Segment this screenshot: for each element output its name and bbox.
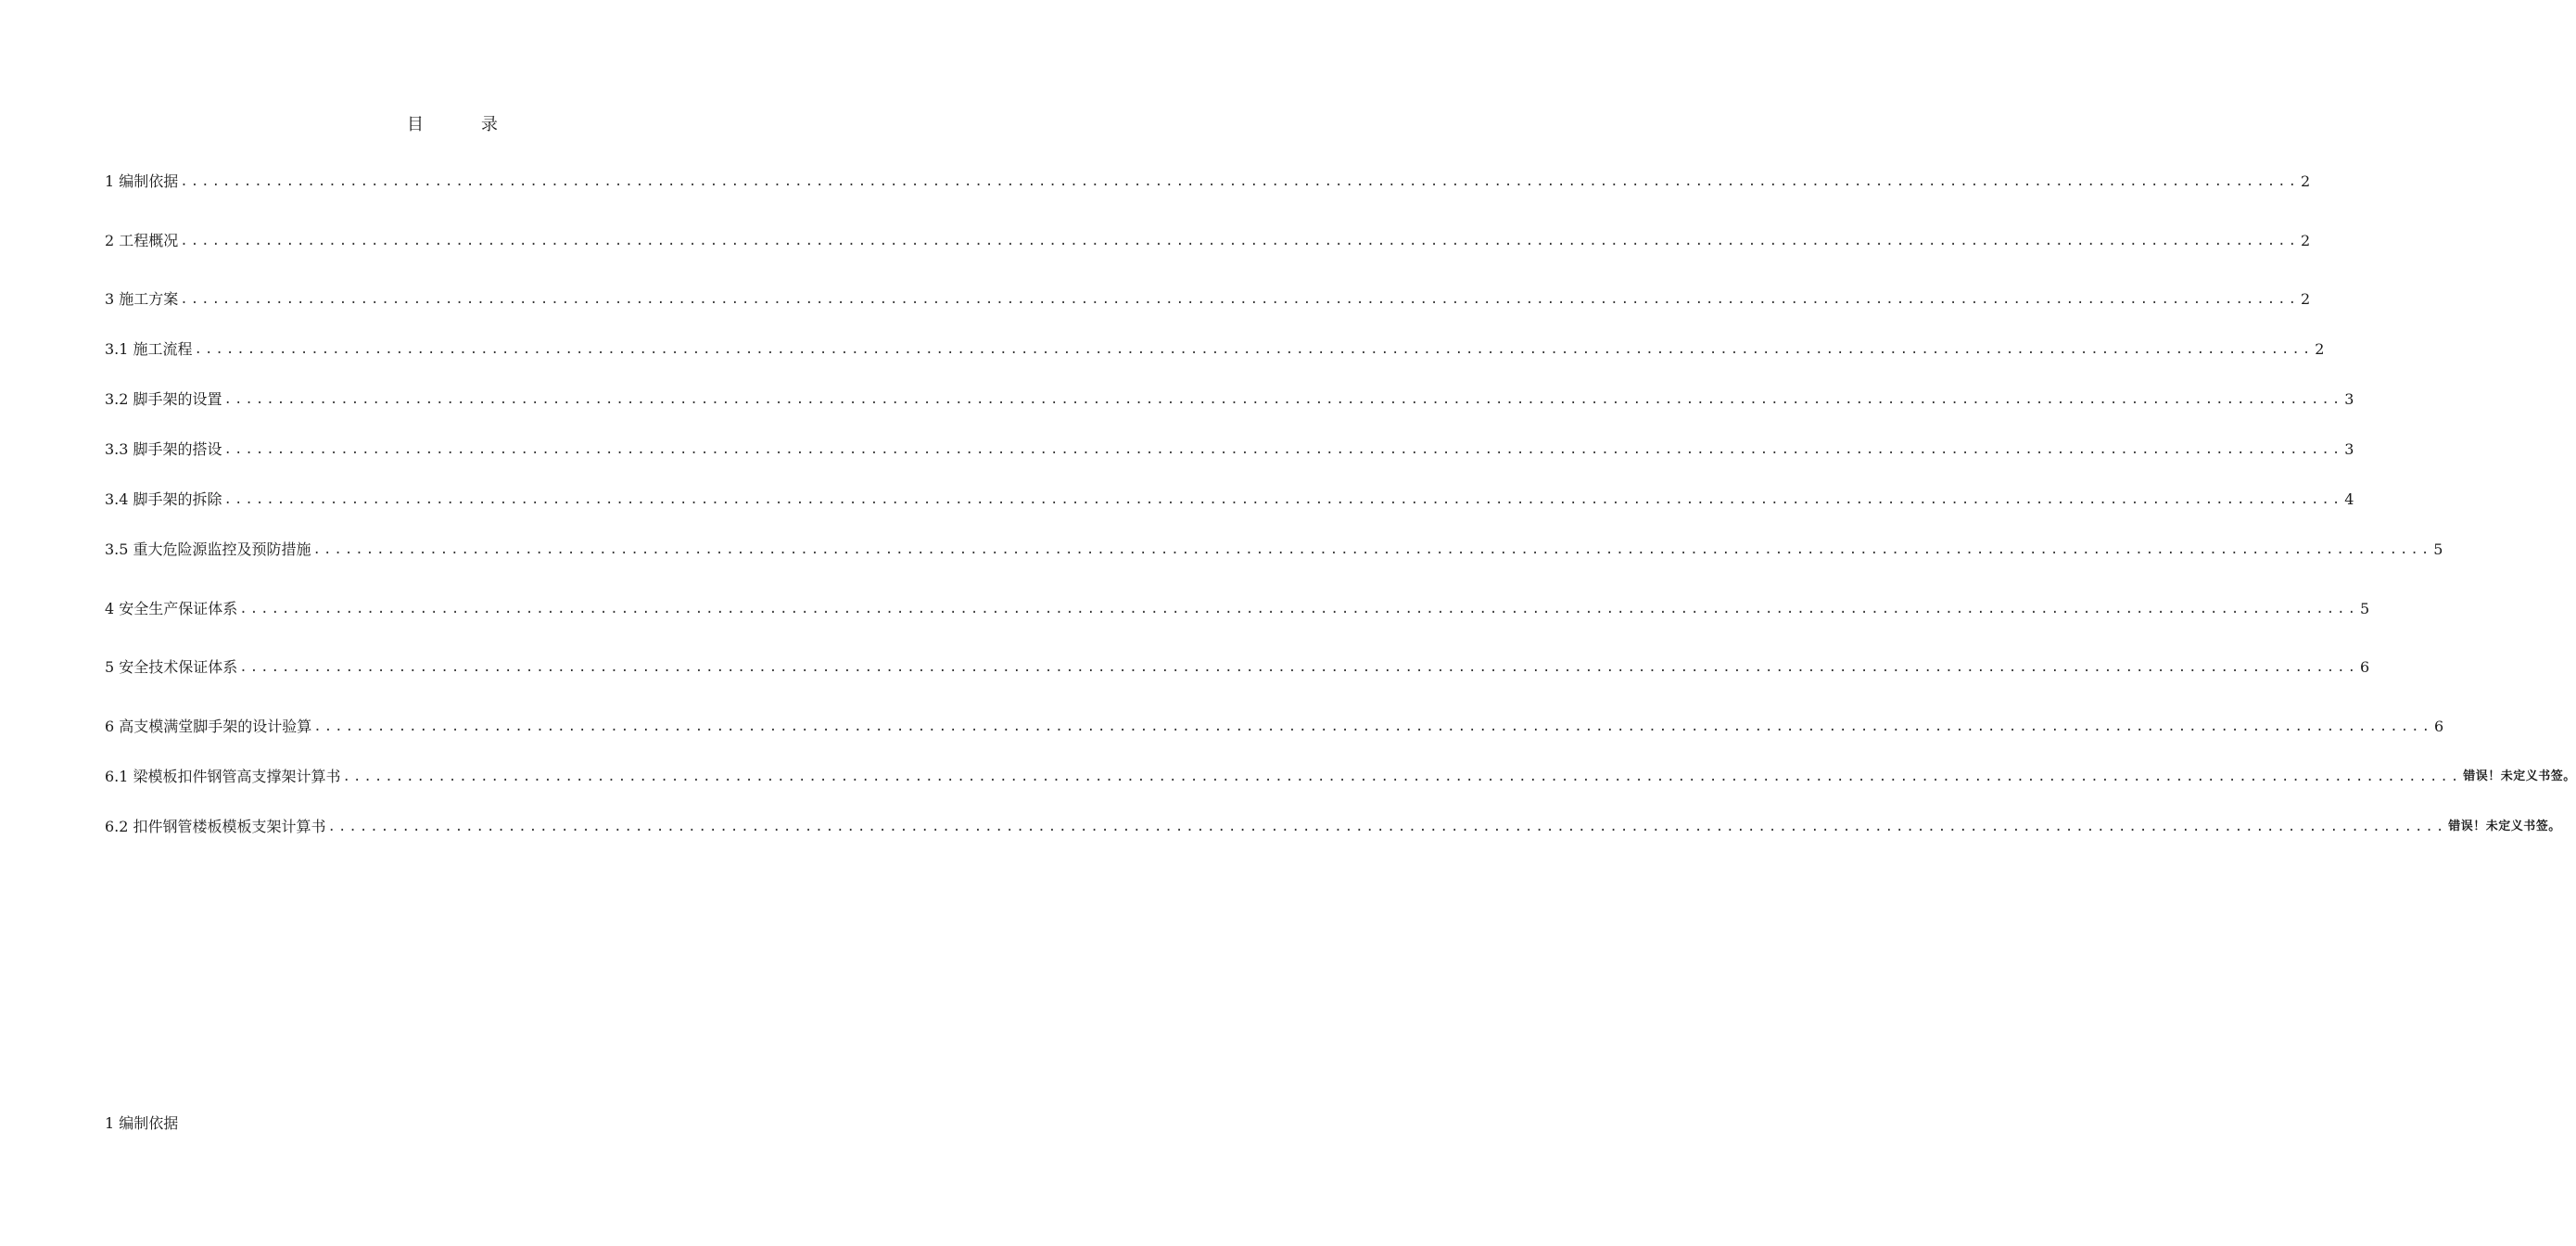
toc-leader-dots: ........................................................................................................................................................................................................ [312,542,2432,557]
toc-entry-label: 3.1 施工流程 [105,340,193,358]
toc-leader-dots: ........................................................................................................................................................................................................ [239,602,2359,617]
toc-entry-3-4[interactable] [105,489,2354,511]
toc-leader-dots: ........................................................................................................................................................................................................ [223,392,2343,407]
toc-entry-page: 3 [2344,390,2354,408]
toc-entry-page: 4 [2344,490,2354,508]
toc-leader-dots: ........................................................................................................................................................................................................ [239,660,2359,675]
toc-title: 目 录 [407,115,518,134]
toc-entry-page-error: 错误！未定义书签。 [2463,769,2576,783]
toc-entry-page: 5 [2433,540,2443,558]
toc-entry-5[interactable] [105,656,2370,679]
toc-entry-label: 3 施工方案 [105,290,179,308]
toc-entry-label: 6 高支模满堂脚手架的设计验算 [105,718,312,735]
toc-entry-label: 2 工程概况 [105,232,179,249]
toc-entry-6-1[interactable] [105,766,2576,788]
toc-entry-6[interactable] [105,716,2444,738]
toc-entry-page: 6 [2434,718,2444,735]
toc-entry-label: 6.1 梁模板扣件钢管高支撑架计算书 [105,768,341,785]
toc-entry-label: 3.5 重大危险源监控及预防措施 [105,540,311,558]
toc-entry-page: 5 [2360,600,2370,617]
toc-entry-page: 2 [2301,172,2311,190]
toc-entry-3-3[interactable] [105,439,2354,461]
toc-entry-1[interactable] [105,171,2311,193]
toc-entry-3-1[interactable] [105,338,2325,361]
toc-entry-3[interactable] [105,288,2311,311]
toc-entry-page: 2 [2315,340,2325,358]
toc-entry-page-error: 错误！未定义书签。 [2448,820,2561,833]
toc-entry-page: 6 [2360,658,2370,676]
toc-entry-label: 6.2 扣件钢管楼板模板支架计算书 [105,818,326,835]
toc-leader-dots: ........................................................................................................................................................................................................ [313,719,2433,734]
toc-entry-page: 2 [2301,232,2311,249]
toc-leader-dots: ........................................................................................................................................................................................................ [223,492,2343,507]
toc-leader-dots: ........................................................................................................................................................................................................ [180,292,2300,307]
toc-entry-label: 3.2 脚手架的设置 [105,390,222,408]
toc-leader-dots: ........................................................................................................................................................................................................ [327,820,2447,834]
toc-entry-label: 3.4 脚手架的拆除 [105,490,222,508]
toc-entry-3-5[interactable] [105,539,2443,561]
toc-entry-3-2[interactable] [105,388,2354,411]
toc-leader-dots: ........................................................................................................................................................................................................ [180,234,2300,248]
toc-leader-dots: ........................................................................................................................................................................................................ [194,342,2314,357]
toc-entry-page: 2 [2301,290,2311,308]
toc-leader-dots: ........................................................................................................................................................................................................ [180,174,2300,189]
toc-leader-dots: ........................................................................................................................................................................................................ [342,769,2462,784]
toc-entry-6-2[interactable] [105,816,2561,838]
toc-entry-label: 3.3 脚手架的搭设 [105,440,222,458]
toc-entry-label: 4 安全生产保证体系 [105,600,238,617]
toc-entry-label: 1 编制依据 [105,172,179,190]
toc-entry-page: 3 [2344,440,2354,458]
toc-entry-label: 5 安全技术保证体系 [105,658,238,676]
section-heading: 1 编制依据 [105,1114,179,1132]
toc-entry-4[interactable] [105,598,2370,620]
toc-leader-dots: ........................................................................................................................................................................................................ [223,442,2343,457]
toc-entry-2[interactable] [105,230,2311,252]
